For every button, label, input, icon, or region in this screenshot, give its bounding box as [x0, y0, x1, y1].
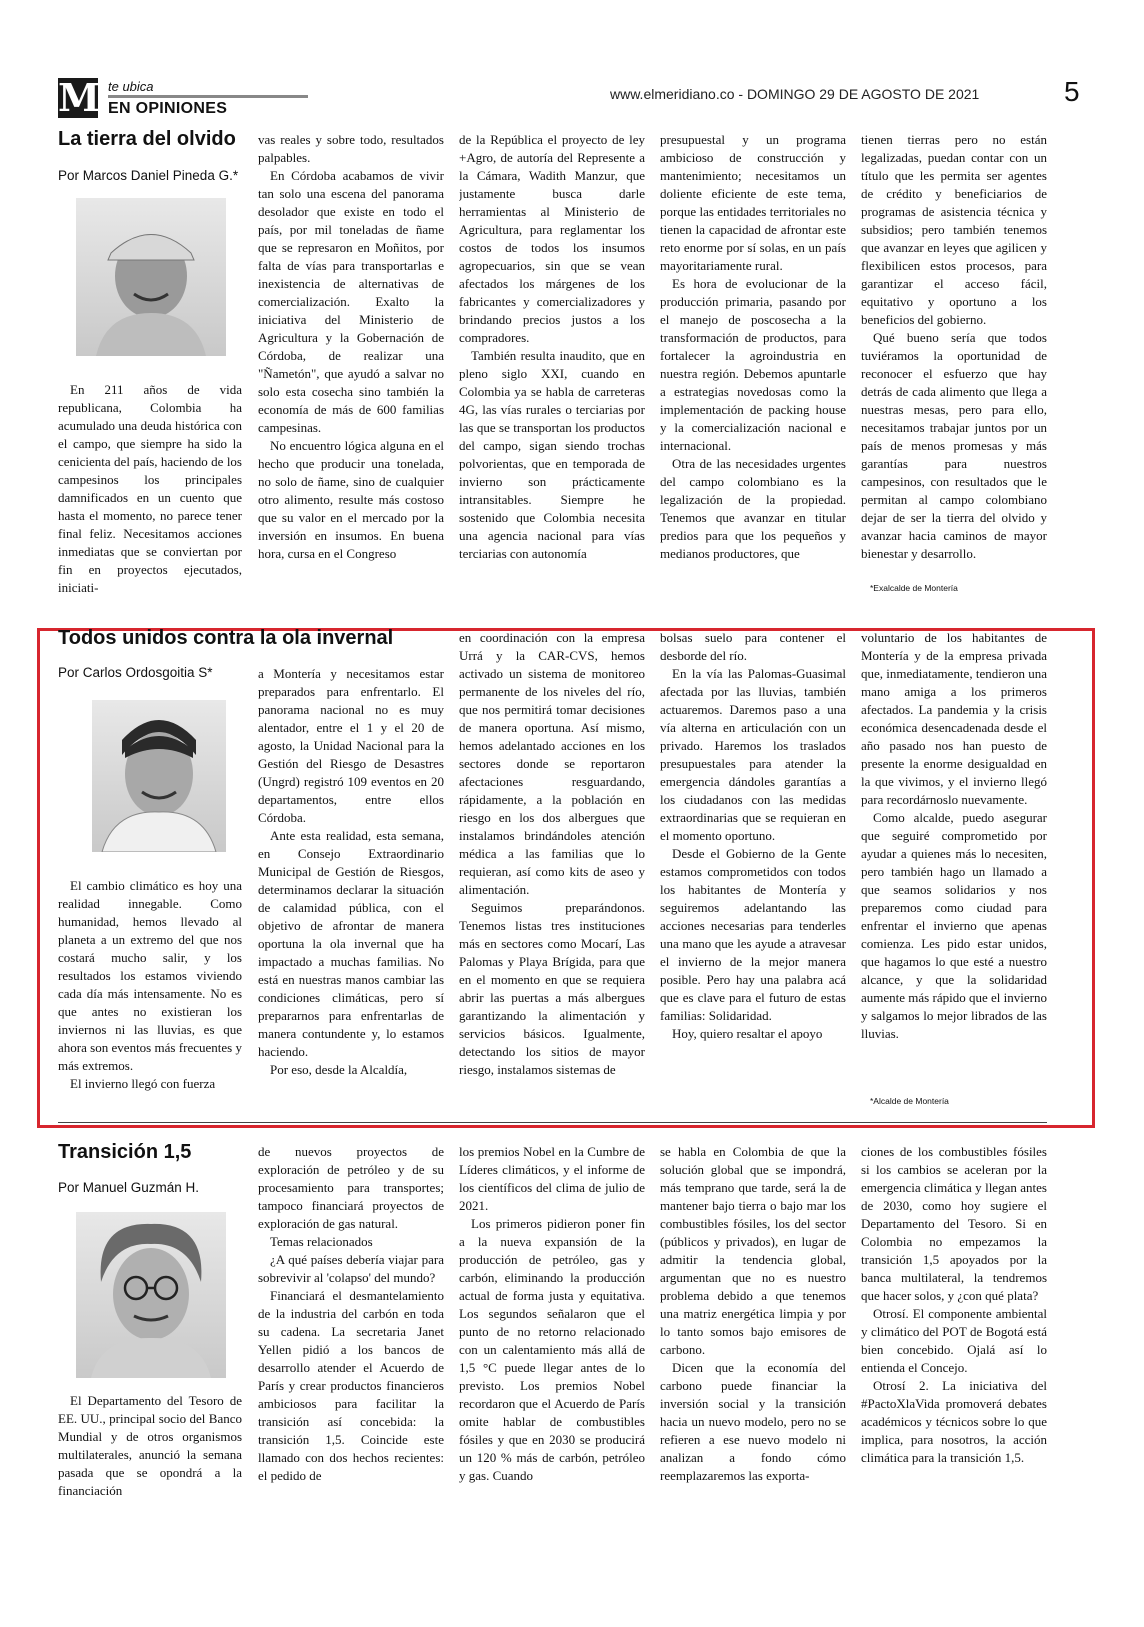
paragraph: voluntario de los habitantes de Montería y de la empresa privada que, inmediatamente, tendieron una mano amiga a los primeros afectados. La pandemia y la crisis económica desencadenada desde el año pasado nos han puesto de presente la enorme desigualdad en la que vivimos, y el invierno llegó para recordárnoslo nuevamente.	[861, 630, 1047, 807]
author3-photo	[76, 1212, 226, 1378]
paragraph: En 211 años de vida republicana, Colombia ha acumulado una deuda histórica con el campo, que siempre ha sido la cenicienta del país, haciendo de los campesinos los principales damnificados en un cuento que hasta el momento, no parece tener final feliz. Necesitamos acciones inmediatas que se conviertan por fin en proyectos ejecutados, iniciati-	[58, 382, 242, 595]
section-divider	[58, 1122, 1047, 1123]
section-tagline: EN OPINIONES	[108, 100, 228, 117]
article2-byline: Por Carlos Ordosgoitia S*	[58, 665, 213, 680]
paragraph: Temas relacionados	[270, 1234, 373, 1249]
paragraph: ciones de los combustibles fósiles si los cambios se aceleran por la emergencia climática y llegan antes de 2030, como hoy sugiere el Departamento del Tesoro. Si en Colombia no empezamos la transición 1,5 apoyados por la banca multilateral, la tendremos que hacer solos, y ¿con qué plata?	[861, 1144, 1047, 1303]
paragraph: a Montería y necesitamos estar preparados para enfrentarlo. El panorama nacional no es muy alentador, entre el 1 y el 20 de agosto, la Unidad Nacional para la Gestión del Riesgo de Desastres (Ungrd) registró 109 eventos en 20 departamentos, entre ellos Córdoba.	[258, 666, 444, 825]
paragraph: en coordinación con la empresa Urrá y la CAR-CVS, hemos activado un sistema de monitoreo permanente de los niveles del río, que nos permitirá tomar decisiones de manera oportuna. Así mismo, hemos adelantado acciones en los sectores donde se reportaron afectaciones resguardando, rápidamente, a la población en riesgo en los dos albergues que instalamos brindándoles atención médica a las familias que lo requieran, así como kits de aseo y alimentación.	[459, 630, 645, 897]
paragraph: presupuestal y un programa ambicioso de construcción y mantenimiento; necesitamos un doliente eficiente de este tema, porque las entidades territoriales no tienen la capacidad de afrontar este reto enorme por sí solas, en un país mayoritariamente rural.	[660, 132, 846, 273]
paragraph: Dicen que la economía del carbono puede financiar la inversión social y la transición hacia un nuevo modelo, pero no se refieren a ese nuevo modelo ni analizan a fondo cómo reemplazaremos las exporta-	[660, 1360, 846, 1483]
article1-column-1	[58, 381, 242, 597]
section-tag-rule	[108, 95, 308, 98]
paragraph: Es hora de evolucionar de la producción primaria, pasando por el manejo de poscosecha a la transformación de productos, para fortalecer la agroindustria en nuestra región. Debemos apuntarle a estrategias novedosas como la implementación de packing house y la comercialización nacional e internacional.	[660, 276, 846, 453]
article2-column-4	[660, 629, 846, 1109]
paragraph: Seguimos preparándonos. Tenemos listas tres instituciones más en sectores como Mocarí, Las Palomas y Playa Brígida, para que en el momento en que se requiera abrir las puertas a más albergues garantizando la alimentación y servicios básicos. Igualmente, detectando los sitios de mayor riesgo, instalamos sistemas de	[459, 900, 645, 1077]
article1-column-4	[660, 131, 846, 597]
author1-photo	[76, 198, 226, 356]
paragraph: En la vía las Palomas-Guasimal afectada por las lluvias, también actuaremos. Daremos paso a una vía alterna en articulación con un privado. Haremos los traslados presupuestales para atender la emergencia dándoles garantías a los ciudadanos con las medidas extraordinarias que se requieran en el momento oportuno.	[660, 666, 846, 843]
paragraph: El invierno llegó con fuerza	[70, 1076, 216, 1091]
paragraph: Como alcalde, puedo asegurar que seguiré comprometido por ayudar a quienes más lo necesiten, pero también hago un llamado a que seamos solidarios y nos preparemos como ciudad para enfrentar el invierno que apenas comienza. Les pido estar unidos, que hagamos lo que esté a nuestro alcance, y que la solidaridad aumente más rápido que el invierno y salgamos lo mejor librados de las lluvias.	[861, 810, 1047, 1041]
paragraph: También resulta inaudito, que en pleno siglo XXI, cuando en Colombia ya se habla de carreteras 4G, las vías rurales o terciarias por las que se transportan los productos del campo, sigan siendo trochas polvorientas, que en temporada de invierno son prácticamente intransitables. Siempre he sostenido que Colombia necesita una agencia nacional para vías terciarias con autonomía	[459, 348, 645, 561]
author2-photo	[92, 700, 226, 852]
article3-column-3	[459, 1143, 645, 1502]
paragraph: de la República el proyecto de ley +Agro, de autoría del Represente a la Cámara, Wadith Manzur, que justamente busca darle herramientas al Ministerio de Agricultura, para reglamentar los costos de todos los insumos agropecuarios, sin que se vean afectados los márgenes de los fabricantes y comercializadores y brindando precios justos a los compradores.	[459, 132, 645, 345]
article1-author-note: *Exalcalde de Montería	[870, 583, 958, 593]
paragraph: vas reales y sobre todo, resultados palpables.	[258, 132, 444, 165]
portrait-man-glasses-icon	[76, 1212, 226, 1378]
paragraph: El cambio climático es hoy una realidad innegable. Como humanidad, hemos llevado al planeta a un extremo del que nos costará mucho salir, y los resultados los estamos viviendo cada día más intensamente. No es que antes no existieran los inviernos ni las lluvias, es que ahora son eventos más frecuentes y más extremos.	[58, 878, 242, 1073]
portrait-man-smiling-icon	[92, 700, 226, 852]
paragraph: Otrosí. El componente ambiental y climático del POT de Bogotá está bien concebido. Ojalá así lo entienda el Concejo.	[861, 1306, 1047, 1375]
article2-author-note: *Alcalde de Montería	[870, 1096, 949, 1106]
article3-column-4	[660, 1143, 846, 1502]
paragraph: Qué bueno sería que todos tuviéramos la oportunidad de reconocer el esfuerzo que hay detrás de cada alimento que llega a nuestras mesas, pero para ello, necesitamos trabajar juntos por un país de menos promesas y más garantías para nuestros campesinos, con resultados que le permitan al campo colombiano dejar de ser la tierra del olvido y avanzar hacia caminos de mayor bienestar y desarrollo.	[861, 330, 1047, 561]
article1-column-2	[258, 131, 444, 597]
article1-column-5	[861, 131, 1047, 581]
paragraph: se habla en Colombia de que la solución global que se impondrá, más temprano que tarde, será la de mantener bajo tierra o bajo mar los combustibles fósiles, los del sector (públicos y privados), en lugar de admitir la tendencia global, argumentan que no es nuestro problema debido a que tenemos una matriz energética limpia y por lo tanto somos bajo emisores de carbono.	[660, 1144, 846, 1357]
paragraph: No encuentro lógica alguna en el hecho que producir una tonelada, no solo de ñame, sino de cualquier otro alimento, resulte más costoso que su valor en el mercado por la inversión en insumos. En buena hora, cursa en el Congreso	[258, 438, 444, 561]
page-number: 5	[1064, 76, 1080, 107]
article2-title: Todos unidos contra la ola invernal	[58, 627, 394, 649]
paragraph: Por eso, desde la Alcaldía,	[270, 1062, 408, 1077]
paragraph: Hoy, quiero resaltar el apoyo	[672, 1026, 823, 1041]
paragraph: de nuevos proyectos de exploración de petróleo y de su procesamiento para transportes; tampoco financiará proyectos de exploración de gas natural.	[258, 1144, 444, 1231]
paragraph: Otrosí 2. La iniciativa del #PactoXlaVida promoverá debates académicos y técnicos sobre lo que implica, para nosotros, la acción climática para la transición 1,5.	[861, 1378, 1047, 1465]
article2-column-1	[58, 877, 242, 1109]
article3-column-1	[58, 1392, 242, 1502]
article2-column-2	[258, 665, 444, 1109]
paragraph: Financiará el desmantelamiento de la industria del carbón en toda su cadena. La secretaria Janet Yellen pidió a los bancos de desarrollo atender el Acuerdo de París y crear productos financieros ambiciosos para facilitar la transición así concebida: la transición 1,5. Coincide este llamado con dos hechos recientes: el pedido de	[258, 1288, 444, 1483]
article3-byline: Por Manuel Guzmán H.	[58, 1180, 200, 1195]
article3-column-5	[861, 1143, 1047, 1502]
paragraph: Los primeros pidieron poner fin a la nueva expansión de la producción de petróleo, gas y carbón, eliminando la producción actual de forma justa y equitativa. Los segundos señalaron que el punto de no retorno relacionado con un calentamiento más allá de 1,5 °C puede llegar antes de lo previsto. Los premios Nobel recordaron que el Acuerdo de París omite hablar de combustibles fósiles y que en 2030 se producirá un 120 % más de carbón, petróleo y gas. Cuando	[459, 1216, 645, 1483]
article1-column-3	[459, 131, 645, 597]
paragraph: bolsas suelo para contener el desborde del río.	[660, 630, 846, 663]
paragraph: ¿A qué países debería viajar para sobrevivir al 'colapso' del mundo?	[258, 1252, 444, 1285]
article3-title: Transición 1,5	[58, 1141, 192, 1163]
paragraph: Desde el Gobierno de la Gente estamos comprometidos con todos los habitantes de Montería y seguiremos adelantando las acciones necesarias para tenderles una mano que les ayude a atravesar el invierno de la mejor manera posible. Pero hay una palabra acá que es clave para el futuro de estas familias: Solidaridad.	[660, 846, 846, 1023]
article1-title: La tierra del olvido	[58, 128, 236, 150]
section-tagline-small: te ubica	[108, 79, 154, 94]
paragraph: El Departamento del Tesoro de EE. UU., principal socio del Banco Mundial y de otros organismos multilaterales, anunció la semana pasada que se opondrá a la financiación	[58, 1393, 242, 1498]
paragraph: Ante esta realidad, esta semana, en Consejo Extraordinario Municipal de Gestión de Riesgos, determinamos declarar la situación de calamidad pública, con el objetivo de afrontar de manera oportuna la ola invernal que ha impactado a muchas familias. No está en nuestras manos cambiar las condiciones climáticas, pero sí prepararnos para enfrentarlas de manera contundente y, lo estamos haciendo.	[258, 828, 444, 1059]
paragraph: En Córdoba acabamos de vivir tan solo una escena del panorama desolador que existe en todo el país, por mil toneladas de ñame que se represaron en Moñitos, por falta de vías para transportarlas e inexistencia de alternativas de comercialización. Exalto la iniciativa del Ministerio de Agricultura y la Gobernación de Córdoba, de realizar una "Ñametón", que ayudó a salvar no solo esta cosecha sino también la economía de más de 600 familias campesinas.	[258, 168, 444, 435]
article1-byline: Por Marcos Daniel Pineda G.*	[58, 168, 239, 183]
article2-column-3	[459, 629, 645, 1109]
paragraph: Otra de las necesidades urgentes del campo colombiano es la legalización de la propiedad. Tenemos que avanzar en titular predios para que los pequeños y medianos productores, que	[660, 456, 846, 561]
paragraph: los premios Nobel en la Cumbre de Líderes climáticos, y el informe de los científicos del clima de julio de 2021.	[459, 1144, 645, 1213]
newspaper-logo: M	[58, 75, 101, 120]
portrait-man-cap-icon	[76, 198, 226, 356]
paragraph: tienen tierras pero no están legalizadas, puedan contar con un título que les permita ser agentes de crédito y beneficiarios de programas de asistencia técnica y subsidios; pero también tenemos que avanzar en leyes que agilicen y flexibilicen estos procesos, para garantizar el acceso fácil, equitativo y oportuno a los beneficios del gobierno.	[861, 132, 1047, 327]
article3-column-2	[258, 1143, 444, 1502]
article2-column-5	[861, 629, 1047, 1093]
dateline: www.elmeridiano.co - DOMINGO 29 DE AGOSTO DE 2021	[610, 86, 980, 102]
